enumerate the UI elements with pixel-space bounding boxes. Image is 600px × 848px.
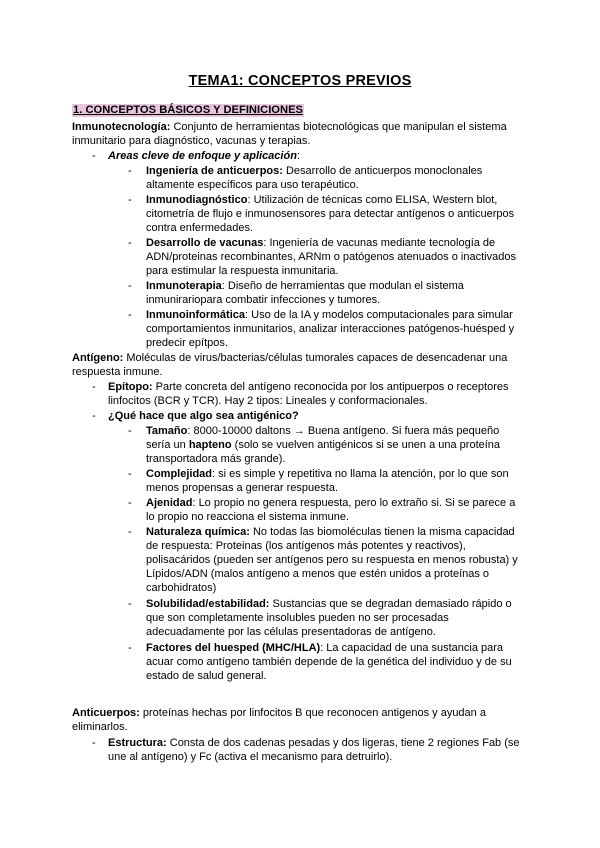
text-line: carbohidratos): [146, 582, 217, 594]
text-line: citometría de flujo e inmunosensores para detectar antígenos o anticuerpos: [146, 208, 515, 220]
text: : Utilización de técnicas como ELISA, Western blot,: [247, 194, 498, 206]
text-line: altamente específicos para uso terapéutico.: [146, 179, 359, 191]
text-line: lo propio no reacciona el sistema inmune.: [146, 511, 350, 523]
list-item: [146, 193, 497, 207]
definition-inmunotecnologia: [72, 120, 507, 134]
text-line: inmunirariopara combatir infecciones y tumores.: [146, 294, 381, 306]
text-line: menos propensas a generar respuesta.: [146, 482, 339, 494]
text-line: de respuesta: Proteinas (los antígenos más potentes y reactivos),: [146, 540, 466, 552]
term: Naturaleza química:: [146, 526, 250, 538]
text: Moléculas de virus/bacterias/células tumorales capaces de desencadenar una: [123, 352, 508, 364]
text-line: comportamientos inmunitarios, analizar interacciones patógenos-huésped y: [146, 323, 515, 335]
page-title: TEMA1: CONCEPTOS PREVIOS: [188, 73, 412, 89]
text-line: acuar como antígeno también depende de la genética del individuo y de su: [146, 656, 512, 668]
dash-marker: -: [92, 381, 96, 393]
text: Parte concreta del antígeno reconocida por los antipuerpos o receptores: [152, 381, 509, 393]
text: : Ingeniería de vacunas mediante tecnología de: [263, 237, 496, 249]
term: Inmunoinformática: [146, 309, 246, 321]
term: Tamaño: [146, 425, 188, 437]
term: Inmunoterapia: [146, 280, 222, 292]
areas-heading: [108, 149, 300, 163]
text-line: contra enfermedades.: [146, 222, 254, 234]
list-item: [146, 467, 509, 481]
list-item: [146, 525, 515, 539]
bullet-marker: -: [128, 642, 132, 654]
term: Areas cleve de enfoque y aplicación: [108, 150, 297, 162]
text-line: polisacáridos (pueden ser antígenos pero su respuesta en menos robusta) y: [146, 554, 518, 566]
text: : La capacidad de una sustancia para: [320, 642, 504, 654]
list-item: [146, 164, 482, 178]
term: hapteno: [188, 439, 232, 451]
text: : si es simple y repetitiva no llama la atención, por lo que son: [212, 468, 509, 480]
text: (solo se vuelven antigénicos si se unen a una proteína: [231, 439, 501, 451]
term: Inmunodiagnóstico: [146, 194, 248, 206]
text: : Diseño de herramientas que modulan el sistema: [221, 280, 464, 292]
text-line: transportadora más grande).: [146, 453, 286, 465]
text-line: eliminarlos.: [72, 721, 128, 733]
term: Ajenidad: [146, 497, 193, 509]
bullet-marker: -: [128, 194, 132, 206]
text: Conjunto de herramientas biotecnológicas que manipulan el sistema: [170, 121, 507, 133]
text: : Lo propio no genera respuesta, pero lo extraño si. Si se parece a: [192, 497, 516, 509]
bullet-marker: -: [128, 309, 132, 321]
text-line: [146, 438, 500, 452]
list-item: [146, 597, 512, 611]
term: Complejidad: [146, 468, 213, 480]
dash-marker: -: [92, 737, 96, 749]
bullet-marker: -: [128, 425, 132, 437]
definition-anticuerpos: [72, 706, 486, 720]
bullet-marker: -: [128, 598, 132, 610]
term: Epítopo:: [108, 381, 153, 393]
text: : 8000-10000 daltons → Buena antígeno. Si fuera más pequeño: [187, 425, 500, 437]
term: Inmunotecnología:: [72, 121, 171, 133]
text: : Uso de la IA y modelos computacionales para simular: [245, 309, 513, 321]
list-item: [146, 641, 503, 655]
bullet-marker: -: [128, 165, 132, 177]
term: Solubilidad/estabilidad:: [146, 598, 270, 610]
list-item: [146, 308, 513, 322]
text: Desarrollo de anticuerpos monoclonales: [282, 165, 483, 177]
list-item: [146, 496, 515, 510]
bullet-marker: -: [128, 468, 132, 480]
list-item: [146, 279, 464, 293]
term: Anticuerpos:: [72, 707, 140, 719]
definition-antigeno: [72, 351, 507, 365]
text-line: inmunitario para diagnóstico, vacunas y terapias.: [72, 135, 311, 147]
text-line: estado de salud general.: [146, 670, 267, 682]
text: :: [296, 150, 300, 162]
text-line: Lípidos/ADN (malos antígeno a menos que estén unidos a proteínas o: [146, 568, 490, 580]
term: Ingeniería de anticuerpos:: [146, 165, 283, 177]
term: Desarrollo de vacunas: [146, 237, 264, 249]
list-item: [108, 736, 520, 750]
section-heading: 1. CONCEPTOS BÁSICOS Y DEFINICIONES: [73, 104, 304, 116]
text: proteínas hechas por linfocitos B que reconocen antigenos y ayudan a: [139, 707, 486, 719]
text-line: ADN/proteinas recombinantes, ARNm o patógenos atenuados o inactivados: [146, 251, 516, 263]
text-line: linfocitos (BCR y TCR). Hay 2 tipos: Lineales y conformacionales.: [108, 395, 428, 407]
dash-marker: -: [92, 150, 96, 162]
text: Sustancias que se degradan demasiado rápido o: [269, 598, 512, 610]
bullet-marker: -: [128, 497, 132, 509]
term: Antígeno:: [72, 352, 124, 364]
text-line: que son completamente insolubles pueden no ser procesadas: [146, 612, 449, 624]
text: Consta de dos cadenas pesadas y dos ligeras, tiene 2 regiones Fab (se: [166, 737, 520, 749]
text: No todas las biomoléculas tienen la misma capacidad: [249, 526, 515, 538]
list-item: [146, 236, 495, 250]
term: Factores del huesped (MHC/HLA): [146, 642, 321, 654]
list-item: [108, 380, 509, 394]
text-line: une al antígeno) y Fc (activa el mecanismo para detruirlo).: [108, 751, 393, 763]
list-item: [146, 424, 499, 438]
bullet-marker: -: [128, 280, 132, 292]
text-line: respuesta inmune.: [72, 366, 163, 378]
bullet-marker: -: [128, 237, 132, 249]
text: sería un: [146, 439, 189, 451]
text-line: adecuadamente por las células presentadoras de antígeno.: [146, 626, 436, 638]
question-heading: ¿Qué hace que algo sea antigénico?: [108, 410, 299, 422]
dash-marker: -: [92, 410, 96, 422]
term: Estructura:: [108, 737, 167, 749]
text-line: predecir epítpos.: [146, 337, 228, 349]
bullet-marker: -: [128, 526, 132, 538]
text-line: para estimular la respuesta inmunitaria.: [146, 265, 339, 277]
